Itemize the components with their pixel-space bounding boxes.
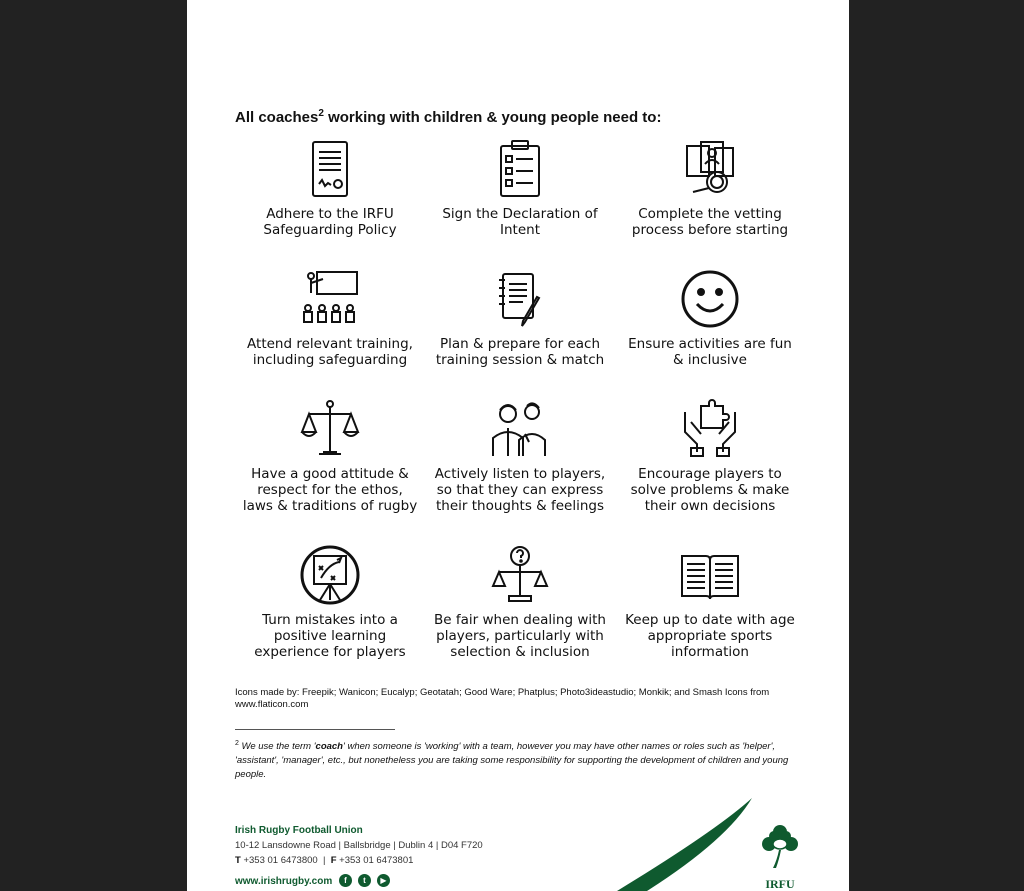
duty-item [425, 268, 615, 368]
phone-number: +353 01 6473800 [243, 855, 318, 866]
scales-icon [299, 398, 361, 460]
duty-label: Attend relevant training, including safeguarding [247, 336, 413, 368]
duty-item [235, 544, 425, 660]
duty-label: Turn mistakes into a positive learning experience for players [254, 612, 406, 660]
fax-number: +353 01 6473801 [339, 855, 414, 866]
duty-label: Complete the vetting process before starting [631, 206, 789, 238]
icon-credits: Icons made by: Freepik; Wanicon; Eucalyp; Geotatah; Good Ware; Phatplus; Photo3ideastudio; Monkik; and Smash Icons from www.flaticon.com [235, 687, 770, 710]
tactics-board-icon [299, 544, 361, 606]
shamrock-icon [757, 822, 803, 872]
footer-phones: T +353 01 6473800 | F +353 01 6473801 [235, 855, 414, 866]
page-heading [235, 108, 661, 126]
youtube-icon[interactable]: ▶ [377, 874, 390, 887]
duty-item [615, 268, 805, 368]
open-book-icon [679, 544, 741, 606]
heading-footnote-mark[interactable]: 2 [318, 108, 324, 119]
duty-item [425, 544, 615, 660]
footnote-divider [235, 729, 395, 730]
duty-label: Actively listen to players, so that they can express their thoughts & feelings [434, 466, 606, 514]
facebook-icon[interactable]: f [339, 874, 352, 887]
training-presentation-icon [299, 268, 361, 330]
smiley-face-icon [679, 268, 741, 330]
duty-label: Encourage players to solve problems & make their own decisions [630, 466, 790, 514]
duty-item [425, 398, 615, 514]
duty-label: Keep up to date with age appropriate sports information [625, 612, 795, 660]
footnote-mark: 2 [235, 740, 239, 747]
heading-text: All coaches [235, 109, 319, 126]
green-swoosh-decoration [607, 790, 849, 891]
clipboard-checklist-icon [489, 138, 551, 200]
duty-label: Be fair when dealing with players, particularly with selection & inclusion [434, 612, 606, 660]
footnote-text: We use the term ' [238, 741, 316, 753]
duty-item [615, 398, 805, 514]
footer-website-link[interactable]: www.irishrugby.com [235, 876, 333, 887]
duty-item [235, 138, 425, 238]
duty-item [615, 138, 805, 238]
duty-item [235, 268, 425, 368]
duty-label: Plan & prepare for each training session & match [435, 336, 605, 368]
duty-item [615, 544, 805, 660]
fax-label: F [330, 855, 337, 866]
phone-label: T [235, 855, 241, 866]
duty-item [235, 398, 425, 514]
vetting-magnifier-icon [679, 138, 741, 200]
duty-item [425, 138, 615, 238]
footnote-text-rest: ' when someone is 'working' with a team, however you may have other names or roles such as 'helper', 'assistant', 'manager', etc., but nonetheless you are taking some responsibility for supporting the development of children and young people. [235, 741, 789, 781]
social-links [339, 874, 390, 887]
footer-org-name: Irish Rugby Football Union [235, 825, 363, 836]
logo-text: IRFU [765, 877, 795, 891]
footnote [235, 737, 795, 782]
irfu-logo [755, 822, 805, 891]
fair-balance-question-icon [489, 544, 551, 606]
policy-document-icon [299, 138, 361, 200]
duty-label: Adhere to the IRFU Safeguarding Policy [263, 206, 397, 238]
footer-address: 10-12 Lansdowne Road | Ballsbridge | Dublin 4 | D04 F720 [235, 840, 483, 851]
listening-people-icon [489, 398, 551, 460]
document-page [187, 0, 849, 891]
footnote-term: coach [315, 741, 343, 753]
heading-text-rest: working with children & young people need to: [323, 109, 662, 126]
duty-label: Ensure activities are fun & inclusive [628, 336, 792, 368]
hands-puzzle-icon [679, 398, 741, 460]
duty-label: Sign the Declaration of Intent [442, 206, 598, 238]
twitter-icon[interactable]: t [358, 874, 371, 887]
duty-label: Have a good attitude & respect for the ethos, laws & traditions of rugby [242, 466, 418, 514]
notepad-pencil-icon [489, 268, 551, 330]
